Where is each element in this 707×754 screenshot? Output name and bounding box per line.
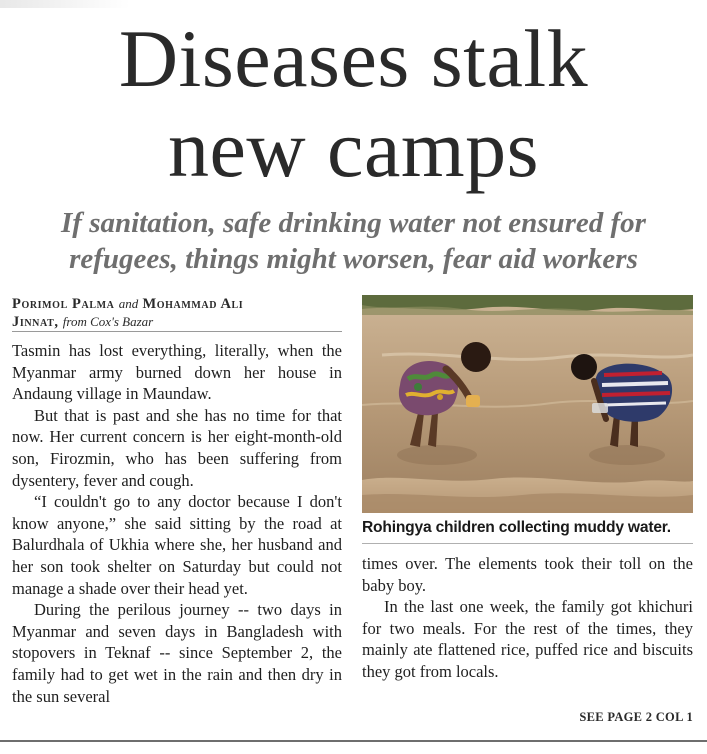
author-2: Mohammad Ali <box>142 296 244 312</box>
bottom-divider <box>0 740 707 742</box>
photo-illustration <box>362 295 693 513</box>
byline <box>12 295 342 331</box>
paragraph: Tasmin has lost everything, literally, when the Myanmar army burned down her house in Andaung village in Maundaw. <box>12 341 342 404</box>
subheadline <box>0 205 707 277</box>
byline-divider <box>12 331 342 332</box>
page-edge-shadow <box>0 0 130 8</box>
byline-location: from Cox's Bazar <box>62 314 154 329</box>
headline-line-2: new camps <box>167 103 540 194</box>
photo-caption: Rohingya children collecting muddy water. <box>362 519 671 536</box>
paragraph: “I couldn't go to any doctor because I don't know anyone,” she said sitting by the road at Balurdhala of Ukhia where she, her husband and her son took shelter on Saturday but could not manage a shade over their head yet. <box>12 492 342 598</box>
byline-and: and <box>118 296 139 311</box>
subhead-line-1: If sanitation, safe drinking water not ensured for <box>61 207 646 239</box>
news-photo <box>362 295 693 513</box>
paragraph: In the last one week, the family got khichuri for two meals. For the rest of the times, they mainly ate flattened rice, puffed rice and biscuits they got from locals. <box>362 597 693 681</box>
author-1: Porimol Palma <box>12 296 115 312</box>
paragraph: During the perilous journey -- two days in Myanmar and seven days in Bangladesh with stopovers in Teknaf -- since September 2, the family had to get wet in the rain and then dry in the sun several <box>12 600 342 706</box>
headline <box>0 14 707 194</box>
subhead-line-2: refugees, things might worsen, fear aid workers <box>69 243 638 275</box>
article-column-right <box>362 553 693 683</box>
caption-divider <box>362 543 693 544</box>
paragraph: But that is past and she has no time for that now. Her current concern is her eight-month-old son, Firozmin, who has been suffering from dysentery, fever and cough. <box>12 405 342 490</box>
paragraph: times over. The elements took their toll on the baby boy. <box>362 554 693 595</box>
continued-on-link[interactable]: SEE PAGE 2 COL 1 <box>579 710 693 724</box>
author-2-surname: Jinnat, <box>12 314 59 330</box>
headline-line-1: Diseases stalk <box>118 13 589 104</box>
article-column-left <box>12 340 342 707</box>
